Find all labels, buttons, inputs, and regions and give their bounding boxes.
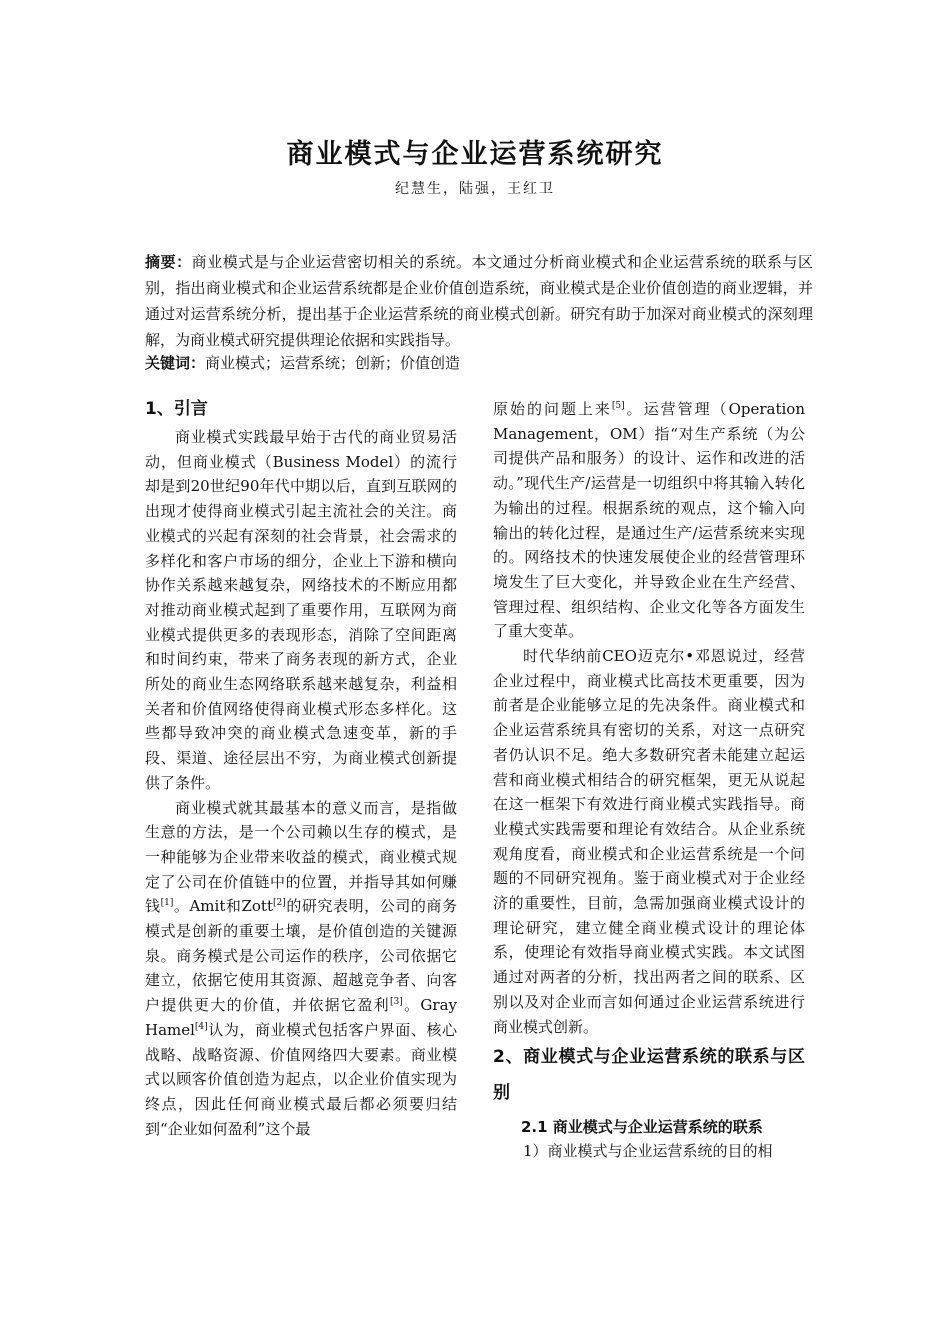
text-run: 认为，商业模式包括客户界面、核心战略、战略资源、价值网络四大要素。商业模式以顾客价值创造为起点，以企业价值实现为终点，因此任何商业模式最后都必须要归结到“企业如何盈利”这个最 xyxy=(145,1020,457,1138)
keywords-label: 关键词： xyxy=(145,354,206,372)
body-paragraph-continued xyxy=(493,397,805,644)
citation-ref: [4] xyxy=(194,1021,208,1032)
citation-ref: [3] xyxy=(390,997,403,1008)
citation-ref: [2] xyxy=(273,898,286,909)
text-run: 的研究表明，公司的商务模式是创新的重要土壤，是价值创造的关键源泉。商务模式是公司运作的秩序，公司依据它建立，依据它使用其资源、超越竞争者、向客户提供更大的价值，并依据它盈利 xyxy=(145,897,457,1015)
text-run: 。Amit和Zott xyxy=(173,897,273,916)
body-paragraph xyxy=(145,796,457,1142)
paper-title: 商业模式与企业运营系统研究 xyxy=(286,139,664,170)
abstract xyxy=(145,249,813,353)
keywords-text: 商业模式；运营系统；创新；价值创造 xyxy=(205,354,461,372)
keywords xyxy=(145,350,813,376)
subsection-heading-2-1: 2.1 商业模式与企业运营系统的联系 xyxy=(521,1118,763,1137)
text-run: 。运营管理（Operation Management，OM）指“对生产系统（为公司提供产品和服务）的设计、运作和改进的活动。”现代生产/运营是一切组织中将其输入转化为输出的过程。根据系统的观点，这个输入向输出的转化过程，是通过生产/运营系统来实现的。网络技术的快速发展使企业的经营管理环境发生了巨大变化，并导致企业在生产经营、管理过程、组织结构、企业文化等各方面发生了重大变革。 xyxy=(493,400,805,641)
abstract-label: 摘要： xyxy=(145,253,192,271)
citation-ref: [1] xyxy=(160,898,174,909)
text-run: 商业模式就其最基本的意义而言，是指做生意的方法，是一个公司赖以生存的模式，是一种能够为企业带来收益的模式，商业模式规定了公司在价值链中的位置，并指导其如何赚钱 xyxy=(145,798,457,916)
abstract-text: 商业模式是与企业运营密切相关的系统。本文通过分析商业模式和企业运营系统的联系与区别，指出商业模式和企业运营系统都是企业价值创造系统，商业模式是企业价值创造的商业逻辑，并通过对运营系统分析，提出基于企业运营系统的商业模式创新。研究有助于加深对商业模式的深刻理解，为商业模式研究提供理论依据和实践指导。 xyxy=(145,253,813,349)
author-list: 纪慧生，陆强，王红卫 xyxy=(395,181,555,197)
text-run: 。Gray Hamel xyxy=(145,996,457,1039)
section-heading-2: 2、商业模式与企业运营系统的联系与区别 xyxy=(493,1047,805,1104)
list-item: 1）商业模式与企业运营系统的目的相 xyxy=(523,1142,773,1161)
text-run: 原始的问题上来 xyxy=(493,400,612,418)
body-paragraph: 商业模式实践最早始于古代的商业贸易活动，但商业模式（Business Model）的流行却是到20世纪90年代中期以后，直到互联网的出现才使得商业模式引起主流社会的关注。商业模式的兴起有深刻的社会背景，社会需求的多样化和客户市场的细分，企业上下游和横向协作关系越来越复杂，网络技术的不断应用都对推动商业模式起到了重要作用，互联网为商业模式提供更多的表现形态，消除了空间距离和时间约束，带来了商务表现的新方式，企业所处的商业生态网络联系越来越复杂，利益相关者和价值网络使得商业模式形态多样化。这些都导致冲突的商业模式急速变革，新的手段、渠道、途径层出不穷，为商业模式创新提供了条件。 xyxy=(145,428,457,792)
body-paragraph: 时代华纳前CEO迈克尔•邓恩说过，经营企业过程中，商业模式比高技术更重要，因为前者是企业能够立足的先决条件。商业模式和企业运营系统具有密切的关系，对这一点研究者仍认识不足。绝大多数研究者未能建立起运营和商业模式相结合的研究框架，更无从说起在这一框架下有效进行商业模式实践指导。商业模式实践需要和理论有效结合。从企业系统观角度看，商业模式和企业运营系统是一个问题的不同研究视角。鉴于商业模式对于企业经济的重要性，目前，急需加强商业模式设计的理论研究，建立健全商业模式设计的理论体系，使理论有效指导商业模式实践。本文试图通过对两者的分析，找出两者之间的联系、区别以及对企业而言如何通过企业运营系统进行商业模式创新。 xyxy=(493,647,805,1036)
section-heading-introduction: 1、引言 xyxy=(145,399,208,419)
right-column xyxy=(493,397,805,1164)
citation-ref: [5] xyxy=(611,401,625,411)
left-column xyxy=(145,397,457,1141)
